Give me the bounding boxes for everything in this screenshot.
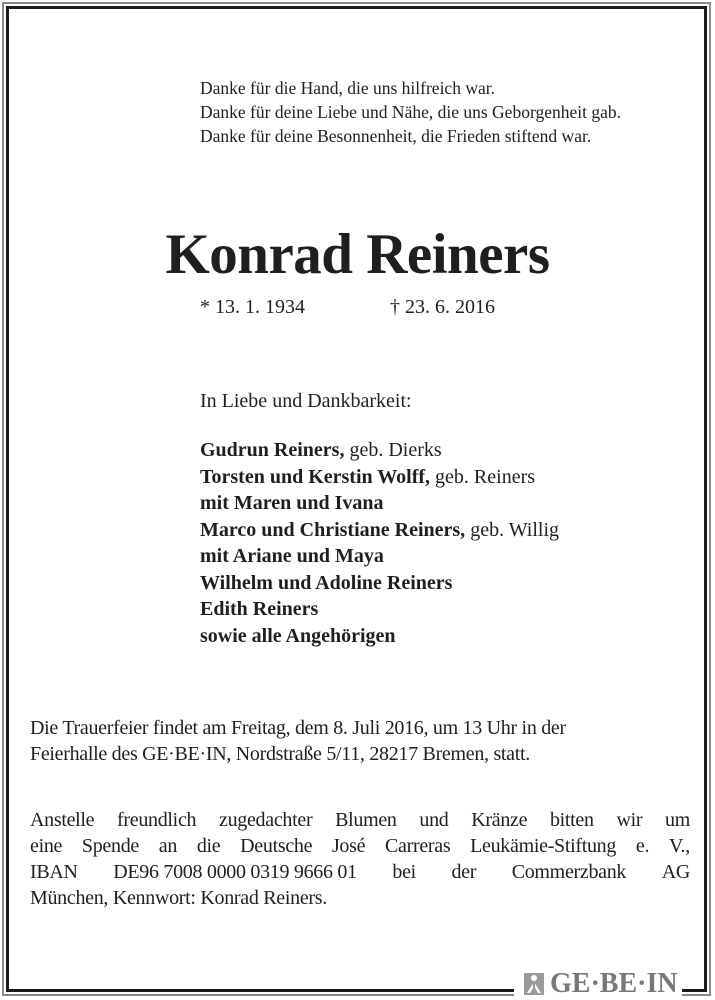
poem-line: Danke für deine Besonnenheit, die Frieden stiftend war. (200, 126, 592, 146)
word: Commerzbank (511, 861, 627, 883)
mourner-name: Torsten und Kerstin Wolff, (200, 465, 431, 488)
word: eine (30, 835, 63, 857)
mourner-name: Gudrun Reiners, (200, 439, 345, 461)
word: Anstelle (30, 809, 95, 831)
mourner-entry (200, 623, 559, 650)
funeral-service-info (30, 715, 690, 767)
word: bitten (549, 809, 594, 831)
mourner-name: Marco und Christiane Reiners, (200, 518, 466, 541)
mourners-intro: In Liebe und Dankbarkeit: (200, 390, 412, 412)
word: AG (661, 861, 690, 883)
word: um (665, 809, 690, 831)
word: José (331, 835, 366, 857)
word: e. (635, 835, 650, 857)
word: zugedachter (219, 809, 313, 831)
mourner-note: geb. Willig (465, 518, 560, 541)
word: an (158, 835, 178, 857)
death-date: † 23. 6. 2016 (390, 296, 495, 318)
mourners-list (200, 437, 559, 649)
poem (200, 76, 621, 148)
word: Spende (81, 835, 139, 857)
mourner-name: sowie alle Angehörigen (200, 624, 396, 647)
mourner-entry (200, 517, 559, 544)
word: IBAN (30, 861, 78, 883)
word: Kränze (471, 809, 528, 831)
poem-line: Danke für die Hand, die uns hilfreich war. (200, 78, 495, 98)
donation-line-3 (30, 859, 690, 885)
life-dates (200, 294, 495, 320)
service-line: Die Trauerfeier findet am Freitag, dem 8. Juli 2016, um 13 Uhr in der (30, 717, 566, 739)
mourner-name: mit Maren und Ivana (200, 492, 384, 514)
mourner-entry (200, 596, 559, 623)
donation-line-1 (30, 807, 690, 833)
deceased-name: Konrad Reiners (165, 223, 550, 286)
mourner-note: geb. Reiners (430, 465, 536, 488)
word: und (419, 809, 449, 831)
word: Deutsche (240, 835, 313, 857)
donation-line-4: München, Kennwort: Konrad Reiners. (30, 887, 327, 909)
word: die (196, 835, 221, 857)
logo-text: GE·BE·IN (550, 968, 678, 999)
word: bei (392, 861, 416, 883)
word: wir (616, 809, 643, 831)
word: freundlich (117, 809, 197, 831)
birth-date: * 13. 1. 1934 (200, 296, 305, 318)
mourner-entry (200, 437, 559, 464)
mourner-entry (200, 490, 559, 517)
word: V., (668, 835, 690, 857)
gebein-emblem-icon (524, 973, 544, 995)
word: der (451, 861, 477, 883)
mourner-note: geb. Dierks (344, 439, 442, 461)
mourner-name: Edith Reiners (200, 598, 319, 620)
word: Blumen (335, 809, 397, 831)
mourner-entry (200, 570, 559, 597)
mourner-entry (200, 464, 559, 491)
funeral-home-logo (520, 969, 682, 999)
mourner-name: mit Ariane und Maya (200, 545, 384, 567)
word: Carreras (384, 835, 451, 857)
service-line: Feierhalle des GE·BE·IN, Nordstraße 5/11, 28217 Bremen, statt. (30, 743, 530, 765)
iban-number: DE96 7008 0000 0319 9666 01 (113, 861, 357, 883)
poem-line: Danke für deine Liebe und Nähe, die uns Geborgenheit gab. (200, 102, 621, 122)
donation-request (30, 807, 690, 911)
donation-line-2 (30, 833, 690, 859)
mourner-entry (200, 543, 559, 570)
word: Leukämie-Stiftung (470, 835, 617, 857)
mourner-name: Wilhelm und Adoline Reiners (200, 571, 453, 594)
